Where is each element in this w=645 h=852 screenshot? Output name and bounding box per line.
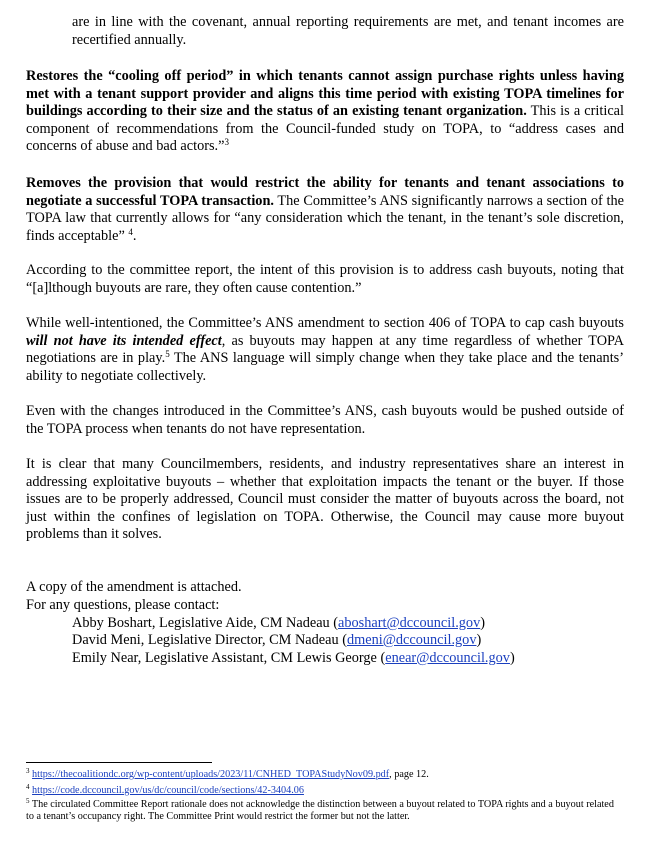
contact-close: ) [480, 615, 485, 631]
paragraph-even-with-changes: Even with the changes introduced in the Committee’s ANS, cash buyouts would be pushed outside of the TOPA process when tenants do not have representation. [26, 403, 624, 437]
footnote-4 [26, 785, 624, 797]
questions-text: For any questions, please contact: [26, 597, 220, 613]
footnote-link[interactable]: https://code.dccouncil.gov/us/dc/council/code/sections/42-3404.06 [32, 785, 304, 796]
paragraph-cooling-off [26, 68, 624, 156]
paragraph-while-well-intentioned [26, 315, 624, 385]
while-post: The ANS language will simply change when they take place and the tenants’ ability to negotiate collectively. [26, 350, 624, 384]
footnote-number: 4 [26, 783, 30, 791]
footnote-after: , page 12. [389, 769, 429, 780]
contact-close: ) [476, 632, 482, 648]
contact-line [72, 632, 481, 650]
footnote-3 [26, 769, 624, 781]
while-pre: While well-intentioned, the Committee’s ANS amendment to section 406 of TOPA to cap cash buyouts [26, 315, 624, 331]
continuation-text: are in line with the covenant, annual reporting requirements are met, and tenant incomes are recertified annually. [72, 14, 624, 48]
contact-line [72, 650, 515, 668]
removes-provision-end: . [132, 227, 137, 244]
while-mid: , as buyouts may happen at any time regardless of whether TOPA negotiations are in play. [26, 332, 624, 367]
footnote-divider [26, 762, 212, 763]
email-link[interactable]: dmeni@dccouncil.gov [346, 632, 477, 648]
cooling-off-heading: Restores the “cooling off period” in which tenants cannot assign purchase rights unless having met with a tenant support provider and aligns this time period with existing TOPA timelines for buildings according to their size and the status of an existing tenant organization. [26, 68, 624, 120]
email-link[interactable]: enear@dccouncil.gov [385, 650, 510, 666]
footnote-ref-3[interactable]: 3 [224, 137, 229, 148]
footnote-ref-4[interactable]: 4 [128, 226, 133, 237]
removes-provision-heading: Removes the provision that would restrict the ability for tenants and tenant associations to negotiate a successful TOPA transaction. [26, 175, 624, 209]
contact-name: Abby Boshart, Legislative Aide, CM Nadeau ( [72, 615, 339, 631]
while-emphasis: will not have its intended effect [26, 332, 222, 349]
contact-name: Emily Near, Legislative Assistant, CM Lewis George ( [72, 650, 386, 666]
amendment-attached-text: A copy of the amendment is attached. [26, 579, 242, 595]
removes-provision-body: The Committee’s ANS significantly narrows a section of the TOPA law that currently allows for “any consideration which the tenant, in the tenant’s sole discretion, finds acceptable” [26, 192, 624, 244]
footnote-5 [26, 799, 624, 824]
footnote-ref-5[interactable]: 5 [165, 349, 170, 360]
footnote-number: 5 [26, 797, 30, 805]
contact-line [72, 615, 485, 633]
contact-close: ) [509, 650, 515, 666]
cooling-off-body: This is a critical component of recommendations from the Council-funded study on TOPA, to “address cases and concerns of abuse and bad actors.” [26, 103, 624, 155]
footnote-text: The circulated Committee Report rationale does not acknowledge the distinction between a buyout related to TOPA rights and a buyout related to a tenant’s occupancy right. The Committee Print would restrict the former but not the latter. [26, 799, 614, 823]
footnote-number: 3 [26, 767, 30, 775]
paragraph-it-is-clear: It is clear that many Councilmembers, residents, and industry representatives share an interest in addressing exploitative buyouts – whether that exploitation impacts the tenant or the buyer. If those issues are to be properly addressed, Council must consider the matter of buyouts across the board, not just within the confines of legislation on TOPA. Otherwise, the Council may cause more buyout problems than it solves. [26, 456, 624, 543]
paragraph-committee-report: According to the committee report, the intent of this provision is to address cash buyouts, noting that “[a]lthough buyouts are rare, they often cause contention.” [26, 262, 624, 296]
paragraph-removes-provision [26, 175, 624, 245]
footnote-link[interactable]: https://thecoalitiondc.org/wp-content/uploads/2023/11/CNHED_TOPAStudyNov09.pdf [32, 769, 390, 780]
contact-name: David Meni, Legislative Director, CM Nadeau ( [72, 632, 347, 648]
email-link[interactable]: aboshart@dccouncil.gov [338, 615, 481, 631]
